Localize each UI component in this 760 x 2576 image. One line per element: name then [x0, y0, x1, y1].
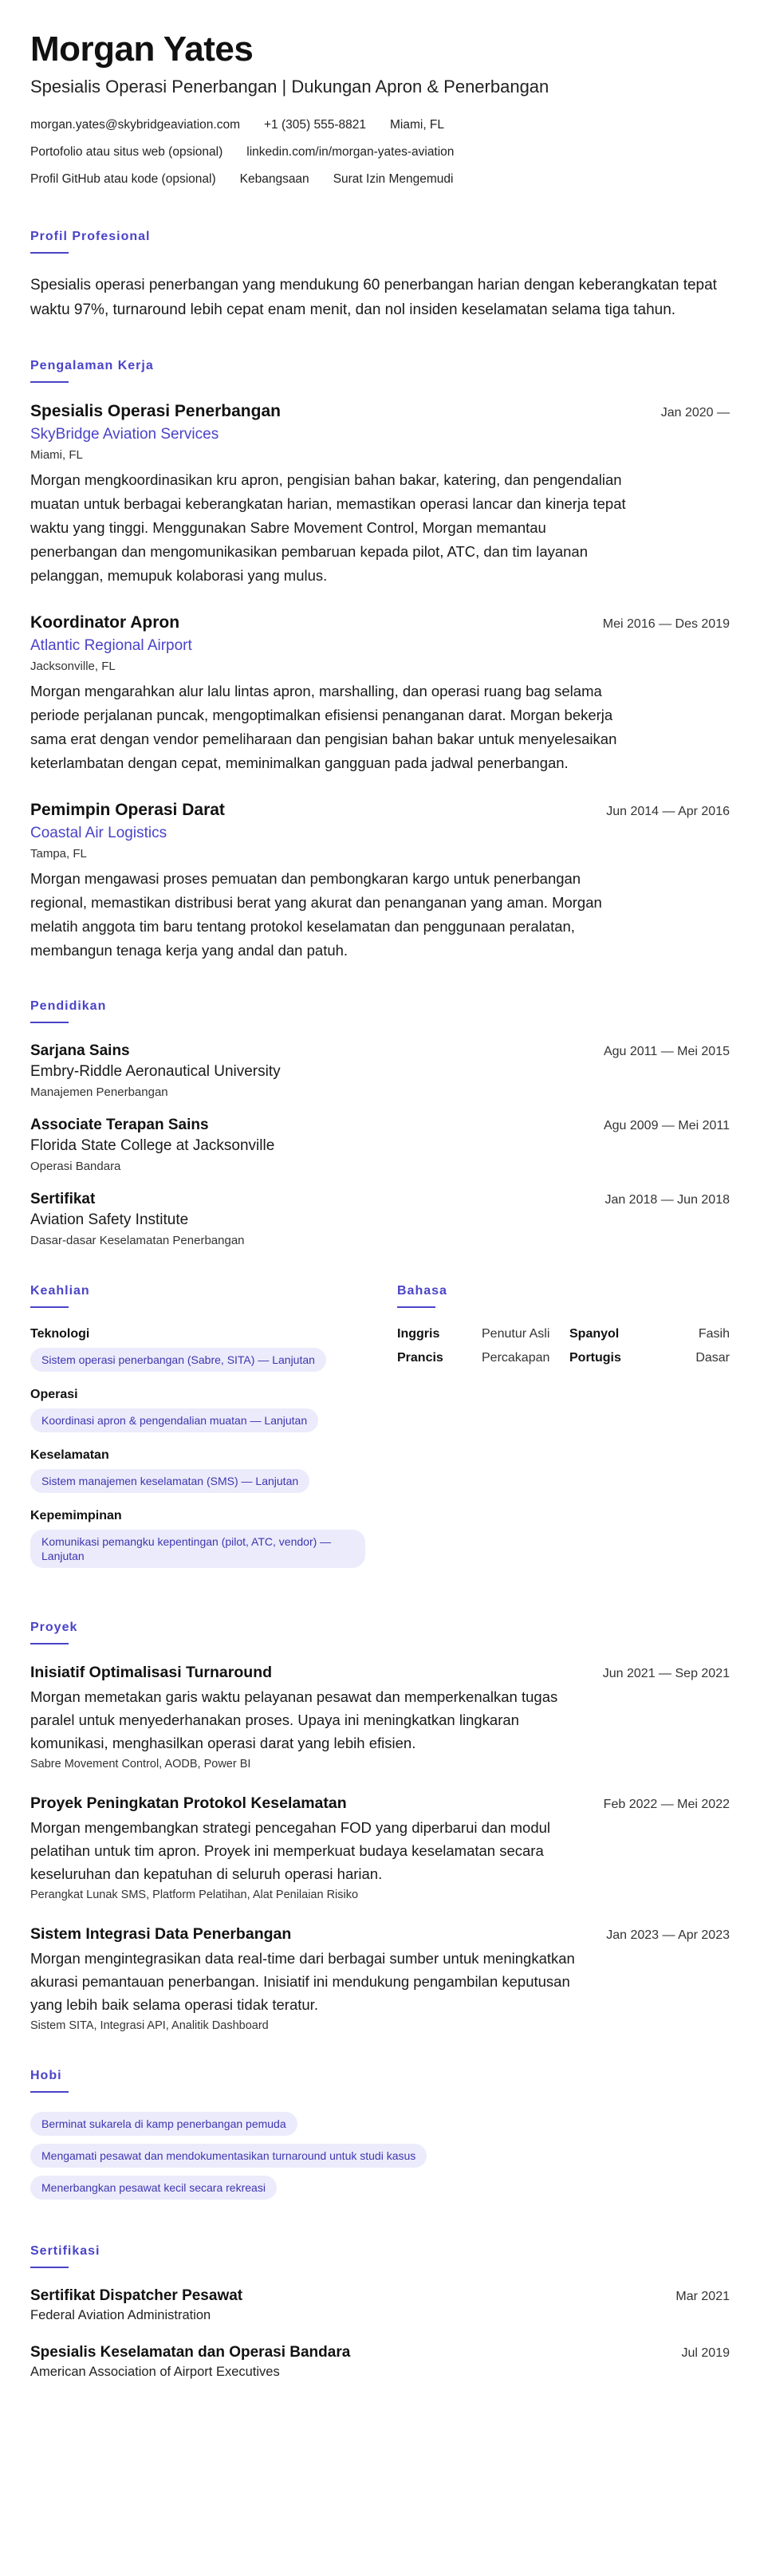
section-divider — [30, 381, 69, 383]
job-location: Jacksonville, FL — [30, 660, 116, 674]
skill-pill: Komunikasi pemangku kepentingan (pilot, ATC, vendor) — Lanjutan — [30, 1530, 365, 1568]
job-entry — [30, 801, 730, 963]
field-of-study: Manajemen Penerbangan — [30, 1085, 168, 1100]
skill-category — [30, 1509, 365, 1568]
project-date: Feb 2022 — Mei 2022 — [603, 1798, 730, 1812]
job-description: Morgan mengarahkan alur lalu lintas apron, marshalling, dan operasi ruang bag selama periode perjalanan puncak, mengoptimalkan efisiensi penanganan darat. Morgan bekerja sama erat dengan vendor pemeliharaan dan pengisian bahan bakar untuk menyelesaikan keterlambatan dengan cepat, meminimalkan gangguan pada jadwal penerbangan. — [30, 683, 617, 772]
language-name: Prancis — [397, 1351, 443, 1365]
section-title: Pendidikan — [30, 999, 107, 1014]
nationality: Kebangsaan — [239, 172, 309, 187]
job-description: Morgan mengkoordinasikan kru apron, pengisian bahan bakar, katering, dan pengendalian muatan untuk berbagai keberangkatan harian, memastikan operasi lancar dan kinerja tepat waktu yang tinggi. Menggunakan Sabre Movement Control, Morgan memantau penerbangan dan mengomunikasikan pembaruan kepada pilot, ATC, dan tim layanan pelanggan, memupuk kolaborasi yang mulus. — [30, 471, 626, 585]
section-title: Bahasa — [397, 1284, 447, 1298]
certification-date: Jul 2019 — [681, 2346, 730, 2361]
certification-entry — [30, 2287, 730, 2323]
skills-column — [30, 1284, 365, 1584]
language-level: Dasar — [695, 1351, 730, 1365]
field-of-study: Operasi Bandara — [30, 1160, 121, 1174]
education-entry — [30, 1042, 730, 1099]
certification-org: Federal Aviation Administration — [30, 2308, 211, 2323]
project-tech: Perangkat Lunak SMS, Platform Pelatihan, Alat Penilaian Risiko — [30, 1889, 359, 1902]
project-entry — [30, 1925, 730, 2032]
hobby-pill: Mengamati pesawat dan mendokumentasikan turnaround untuk studi kasus — [30, 2144, 427, 2168]
skill-pill: Koordinasi apron & pengendalian muatan — Lanjutan — [30, 1408, 318, 1432]
certification-entry — [30, 2344, 730, 2380]
language-name: Inggris — [397, 1327, 440, 1341]
section-divider — [30, 1306, 69, 1308]
phone-number[interactable]: +1 (305) 555-8821 — [264, 118, 366, 132]
hobbies-section — [30, 2069, 730, 2208]
education-date: Agu 2009 — Mei 2011 — [603, 1119, 730, 1133]
job-entry — [30, 402, 730, 588]
contact-info — [30, 112, 730, 193]
location: Miami, FL — [389, 118, 445, 132]
project-date: Jun 2021 — Sep 2021 — [602, 1667, 730, 1681]
job-title: Spesialis Operasi Penerbangan — [30, 402, 281, 421]
language-name: Portugis — [569, 1351, 621, 1365]
experience-section — [30, 359, 730, 963]
company-name: Atlantic Regional Airport — [30, 637, 192, 655]
project-entry — [30, 1664, 730, 1771]
project-entry — [30, 1794, 730, 1901]
section-title: Profil Profesional — [30, 230, 151, 244]
school-name: Embry-Riddle Aeronautical University — [30, 1063, 281, 1081]
drivers-license: Surat Izin Mengemudi — [333, 172, 454, 187]
projects-section — [30, 1621, 730, 2032]
section-title: Keahlian — [30, 1284, 90, 1298]
project-title: Sistem Integrasi Data Penerbangan — [30, 1925, 292, 1944]
language-list — [397, 1327, 730, 1365]
skill-pill: Sistem operasi penerbangan (Sabre, SITA) — Lanjutan — [30, 1348, 326, 1372]
section-divider — [397, 1306, 435, 1308]
job-date: Jan 2020 — — [660, 406, 730, 420]
school-name: Aviation Safety Institute — [30, 1211, 189, 1229]
section-title: Pengalaman Kerja — [30, 359, 154, 373]
project-tech: Sistem SITA, Integrasi API, Analitik Dashboard — [30, 2019, 269, 2033]
hobby-pill: Menerbangkan pesawat kecil secara rekreasi — [30, 2176, 277, 2200]
language-name: Spanyol — [569, 1327, 620, 1341]
profile-section — [30, 230, 730, 322]
candidate-name: Morgan Yates — [30, 30, 254, 69]
section-divider — [30, 252, 69, 254]
headline: Spesialis Operasi Penerbangan | Dukungan Apron & Penerbangan — [30, 77, 549, 97]
project-description: Morgan mengembangkan strategi pencegahan FOD yang diperbarui dan modul pelatihan untuk tim apron. Proyek ini memperkuat budaya keselamatan secara keseluruhan dan kepatuhan di seluruh operasi harian. — [30, 1819, 551, 1883]
company-name: Coastal Air Logistics — [30, 825, 167, 842]
project-date: Jan 2023 — Apr 2023 — [606, 1928, 730, 1943]
skill-category — [30, 1448, 365, 1493]
degree: Associate Terapan Sains — [30, 1117, 209, 1134]
certifications-section — [30, 2244, 730, 2380]
education-date: Jan 2018 — Jun 2018 — [604, 1193, 730, 1207]
hobby-pill: Berminat sukarela di kamp penerbangan pemuda — [30, 2112, 297, 2136]
language-level: Percakapan — [482, 1351, 550, 1365]
language-level: Penutur Asli — [482, 1327, 550, 1341]
education-section — [30, 999, 730, 1247]
github-link[interactable]: Profil GitHub atau kode (opsional) — [30, 172, 216, 187]
contact-row — [30, 139, 730, 166]
contact-row — [30, 112, 730, 139]
project-description: Morgan memetakan garis waktu pelayanan pesawat dan memperkenalkan tugas paralel untuk menyederhanakan proses. Upaya ini meningkatkan lingkaran komunikasi, menghasilkan operasi darat yang lebih efisien. — [30, 1688, 558, 1752]
certification-org: American Association of Airport Executives — [30, 2365, 280, 2380]
certification-title: Spesialis Keselamatan dan Operasi Bandara — [30, 2344, 351, 2361]
resume-header — [30, 30, 730, 193]
profile-summary: Spesialis operasi penerbangan yang mendukung 60 penerbangan harian dengan keberangkatan tepat waktu 97%, turnaround lebih cepat enam menit, dan nol insiden keselamatan selama tiga tahun. — [30, 277, 717, 319]
job-location: Miami, FL — [30, 448, 83, 463]
job-description: Morgan mengawasi proses pemuatan dan pembongkaran kargo untuk penerbangan regional, memastikan distribusi berat yang akurat dan penanganan yang aman. Morgan melatih anggota tim baru tentang protokol keselamatan dan penggunaan peralatan, membangun tenaga kerja yang andal dan patuh. — [30, 870, 602, 959]
skills-languages-section — [30, 1284, 730, 1584]
job-date: Mei 2016 — Des 2019 — [602, 617, 730, 632]
languages-column — [397, 1284, 730, 1584]
job-entry — [30, 613, 730, 775]
project-title: Inisiatif Optimalisasi Turnaround — [30, 1664, 273, 1682]
skill-category — [30, 1388, 365, 1432]
skill-category-name: Teknologi — [30, 1327, 90, 1341]
contact-row — [30, 166, 730, 193]
certification-date: Mar 2021 — [675, 2290, 730, 2304]
project-tech: Sabre Movement Control, AODB, Power BI — [30, 1758, 251, 1771]
skill-category-name: Kepemimpinan — [30, 1509, 122, 1523]
project-title: Proyek Peningkatan Protokol Keselamatan — [30, 1794, 347, 1813]
skill-category-name: Keselamatan — [30, 1448, 109, 1463]
company-name: SkyBridge Aviation Services — [30, 426, 219, 443]
language-level: Fasih — [698, 1327, 730, 1341]
education-entry — [30, 1117, 730, 1173]
section-divider — [30, 2091, 69, 2093]
section-divider — [30, 1022, 69, 1023]
section-divider — [30, 1643, 69, 1644]
education-date: Agu 2011 — Mei 2015 — [603, 1045, 730, 1059]
skill-category-name: Operasi — [30, 1388, 78, 1402]
project-description: Morgan mengintegrasikan data real-time dari berbagai sumber untuk meningkatkan akurasi pemantauan penerbangan. Inisiatif ini mendukung pengambilan keputusan yang lebih baik selama operasi tidak teratur. — [30, 1950, 575, 2014]
email-link[interactable]: morgan.yates@skybridgeaviation.com — [30, 118, 240, 132]
school-name: Florida State College at Jacksonville — [30, 1137, 275, 1155]
field-of-study: Dasar-dasar Keselamatan Penerbangan — [30, 1234, 245, 1248]
skill-pill: Sistem manajemen keselamatan (SMS) — Lanjutan — [30, 1469, 309, 1493]
education-entry — [30, 1191, 730, 1247]
degree: Sertifikat — [30, 1191, 96, 1208]
job-date: Jun 2014 — Apr 2016 — [606, 805, 730, 819]
job-title: Koordinator Apron — [30, 613, 180, 632]
section-title: Sertifikasi — [30, 2244, 100, 2259]
section-title: Hobi — [30, 2069, 62, 2083]
linkedin-link[interactable]: linkedin.com/in/morgan-yates-aviation — [246, 145, 455, 160]
skill-category — [30, 1327, 365, 1372]
job-title: Pemimpin Operasi Darat — [30, 801, 225, 820]
section-divider — [30, 2267, 69, 2268]
degree: Sarjana Sains — [30, 1042, 130, 1060]
section-title: Proyek — [30, 1621, 78, 1635]
certification-title: Sertifikat Dispatcher Pesawat — [30, 2287, 243, 2305]
job-location: Tampa, FL — [30, 847, 87, 861]
portfolio-link[interactable]: Portofolio atau situs web (opsional) — [30, 145, 223, 160]
